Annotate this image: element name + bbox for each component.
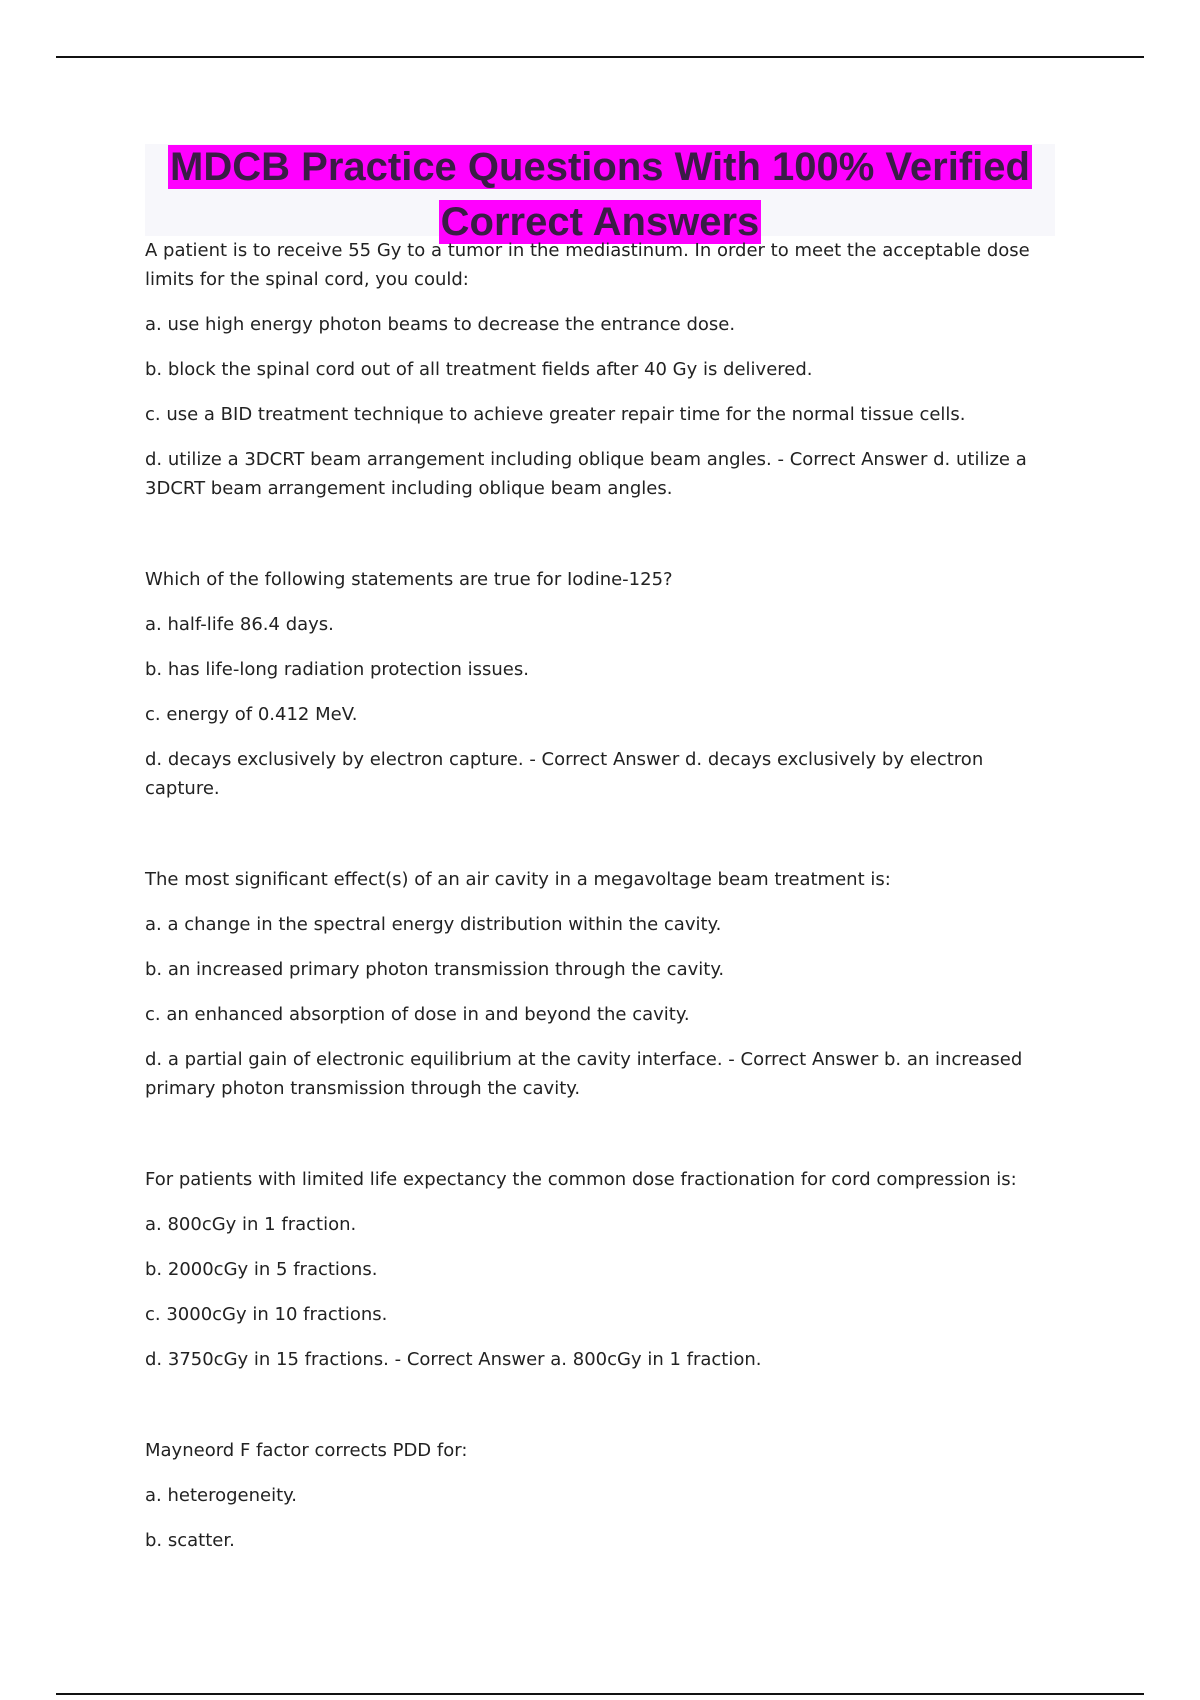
- option-a: a. 800cGy in 1 fraction.: [145, 1214, 357, 1235]
- title-line-2: Correct Answers: [440, 200, 760, 244]
- document-title: [145, 144, 1055, 244]
- option-b: b. block the spinal cord out of all treatment fields after 40 Gy is delivered.: [145, 359, 813, 380]
- option-a: a. heterogeneity.: [145, 1485, 297, 1506]
- option-d-with-answer: d. decays exclusively by electron capture. - Correct Answer d. decays exclusively by electron capture.: [145, 749, 984, 799]
- footer-rule: [56, 1693, 1144, 1695]
- question-2: [145, 565, 1055, 803]
- header-rule: [56, 56, 1144, 58]
- option-a: a. use high energy photon beams to decrease the entrance dose.: [145, 314, 736, 335]
- option-a: a. half-life 86.4 days.: [145, 614, 334, 635]
- question-prompt: The most significant effect(s) of an air cavity in a megavoltage beam treatment is:: [145, 869, 891, 890]
- option-c: c. 3000cGy in 10 fractions.: [145, 1304, 388, 1325]
- option-b: b. has life-long radiation protection issues.: [145, 659, 529, 680]
- question-1: [145, 236, 1055, 503]
- title-line-1: MDCB Practice Questions With 100% Verified: [170, 145, 1030, 189]
- option-b: b. 2000cGy in 5 fractions.: [145, 1259, 378, 1280]
- question-5: [145, 1436, 1055, 1555]
- option-a: a. a change in the spectral energy distribution within the cavity.: [145, 914, 722, 935]
- option-c: c. use a BID treatment technique to achieve greater repair time for the normal tissue cells.: [145, 404, 966, 425]
- option-c: c. an enhanced absorption of dose in and beyond the cavity.: [145, 1004, 690, 1025]
- question-list: [145, 236, 1055, 1555]
- option-d-with-answer: d. a partial gain of electronic equilibrium at the cavity interface. - Correct Answer b. an increased primary photon transmission through the cavity.: [145, 1049, 1023, 1099]
- question-prompt: Mayneord F factor corrects PDD for:: [145, 1440, 468, 1461]
- question-4: [145, 1165, 1055, 1374]
- question-3: [145, 865, 1055, 1103]
- option-d-with-answer: d. utilize a 3DCRT beam arrangement including oblique beam angles. - Correct Answer d. utilize a 3DCRT beam arrangement including oblique beam angles.: [145, 449, 1027, 499]
- question-prompt: For patients with limited life expectancy the common dose fractionation for cord compression is:: [145, 1169, 1017, 1190]
- question-prompt: A patient is to receive 55 Gy to a tumor in the mediastinum. In order to meet the acceptable dose limits for the spinal cord, you could:: [145, 240, 1030, 290]
- option-b: b. scatter.: [145, 1530, 235, 1551]
- option-b: b. an increased primary photon transmission through the cavity.: [145, 959, 725, 980]
- option-d-with-answer: d. 3750cGy in 15 fractions. - Correct Answer a. 800cGy in 1 fraction.: [145, 1349, 762, 1370]
- question-prompt: Which of the following statements are true for Iodine-125?: [145, 569, 673, 590]
- option-c: c. energy of 0.412 MeV.: [145, 704, 358, 725]
